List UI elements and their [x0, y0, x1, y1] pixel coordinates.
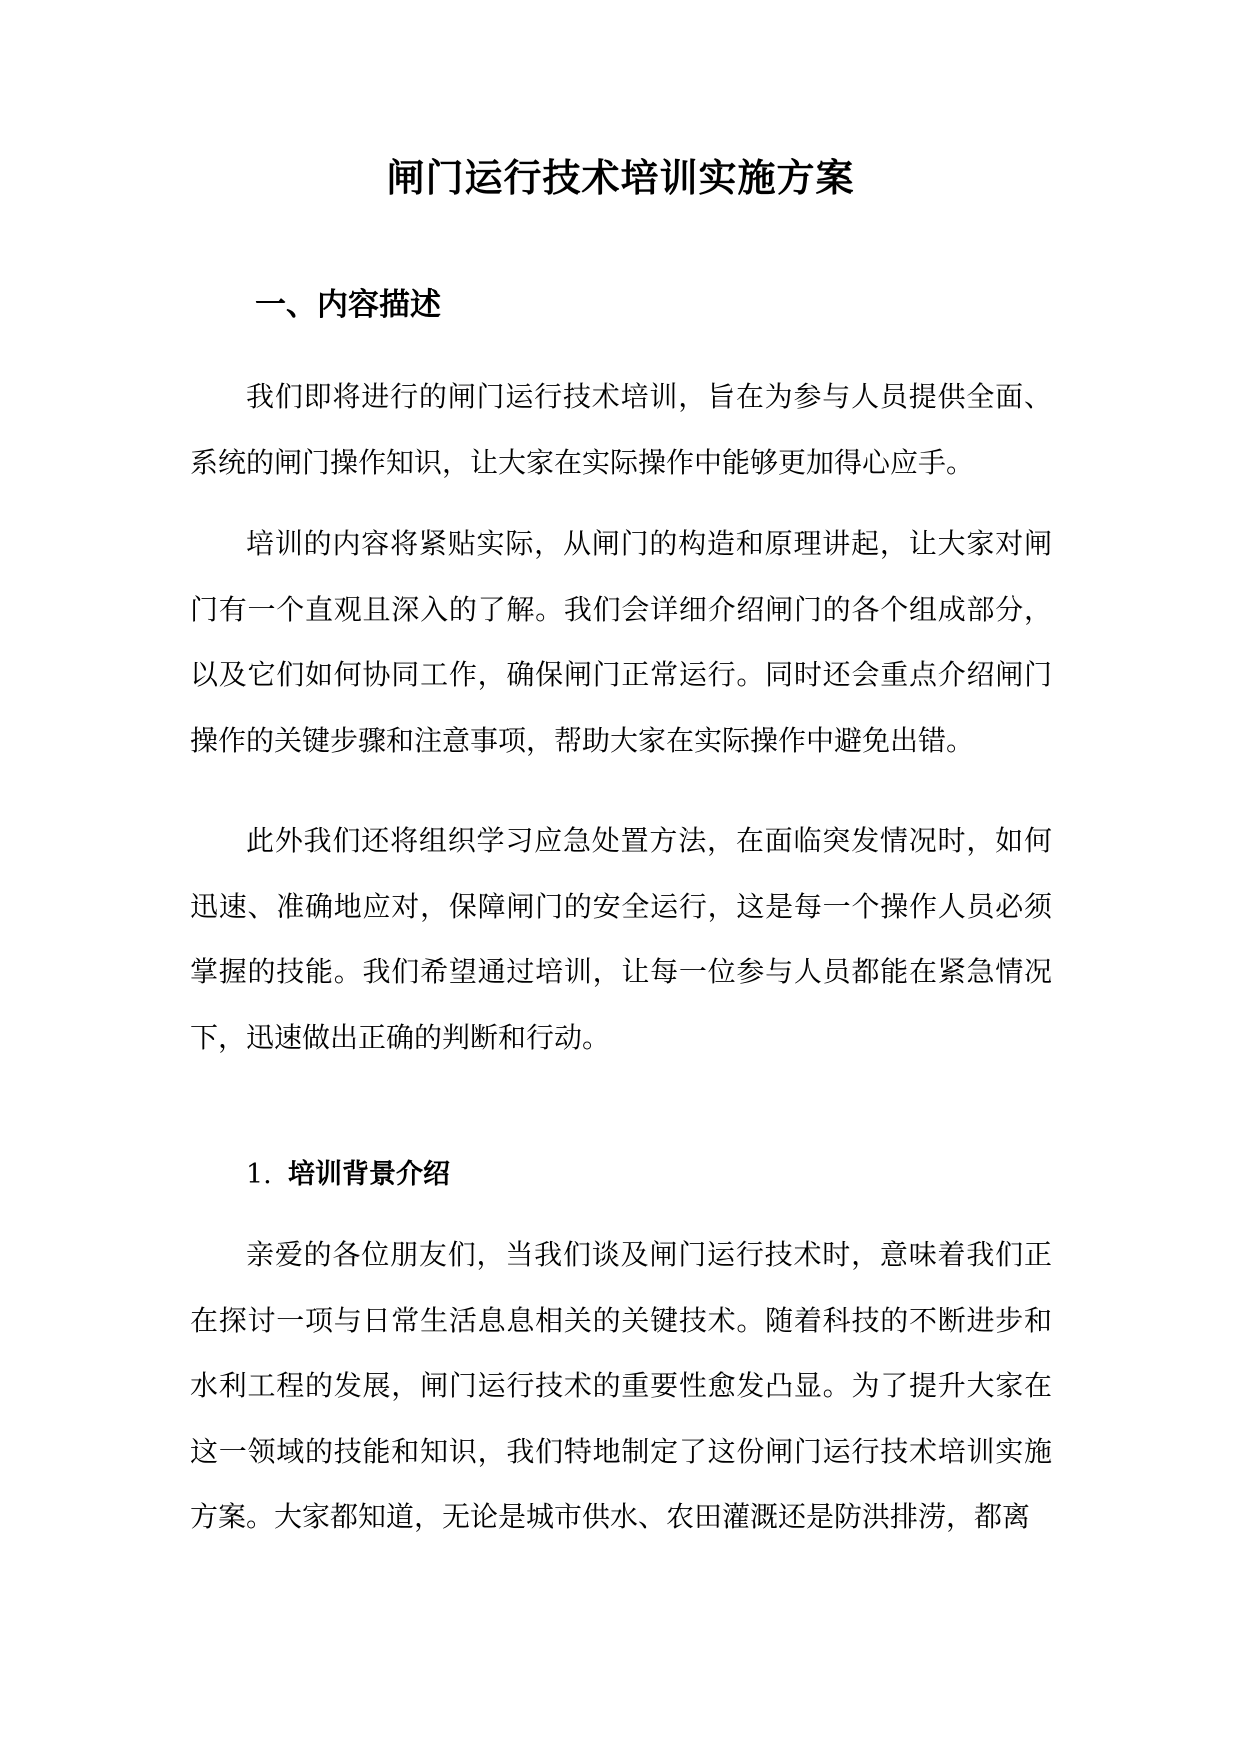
- section-heading-content-description: 一、内容描述: [255, 287, 441, 323]
- subsection-title: 培训背景介绍: [288, 1159, 450, 1190]
- paragraph: 培训的内容将紧贴实际，从闸门的构造和原理讲起，让大家对闸门有一个直观且深入的了解。我们会详细介绍闸门的各个组成部分，以及它们如何协同工作，确保闸门正常运行。同时还会重点介绍闸门操作的关键步骤和注意事项，帮助大家在实际操作中避免出错。: [190, 527, 1052, 757]
- paragraph: 此外我们还将组织学习应急处置方法，在面临突发情况时，如何迅速、准确地应对，保障闸门的安全运行，这是每一个操作人员必须掌握的技能。我们希望通过培训，让每一位参与人员都能在紧急情况下，迅速做出正确的判断和行动。: [190, 824, 1052, 1054]
- paragraph: 我们即将进行的闸门运行技术培训，旨在为参与人员提供全面、系统的闸门操作知识，让大家在实际操作中能够更加得心应手。: [190, 380, 1052, 479]
- paragraph: 亲爱的各位朋友们，当我们谈及闸门运行技术时，意味着我们正在探讨一项与日常生活息息相关的关键技术。随着科技的不断进步和水利工程的发展，闸门运行技术的重要性愈发凸显。为了提升大家在这一领域的技能和知识，我们特地制定了这份闸门运行技术培训实施方案。大家都知道，无论是城市供水、农田灌溉还是防洪排涝，都离: [190, 1238, 1052, 1534]
- subsection-heading-training-background: [246, 1155, 450, 1195]
- document-title: 闸门运行技术培训实施方案: [386, 155, 855, 200]
- subsection-number: 1.: [246, 1159, 272, 1190]
